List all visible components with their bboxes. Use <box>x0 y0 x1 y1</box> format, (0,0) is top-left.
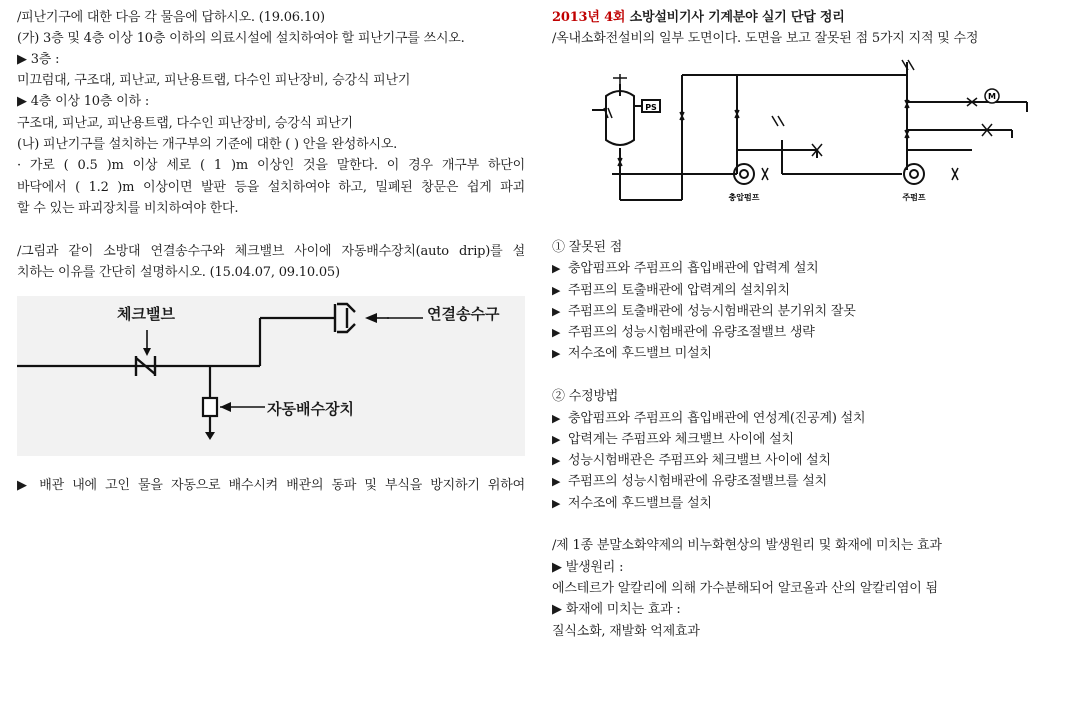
fix-item: ▶ 압력계는 주펌프와 체크밸브 사이에 설치 <box>552 432 794 447</box>
pump-diagram <box>572 50 1052 215</box>
error-item: ▶ 저수조에 후드밸브 미설치 <box>552 346 712 361</box>
question-indoor-hydrant: /옥내소화전설비의 일부 도면이다. 도면을 보고 잘못된 점 5가지 지적 및 수정 <box>552 31 979 46</box>
answer-auto-drip: ▶ 배관 내에 고인 물을 자동으로 배수시켜 배관의 동파 및 부식을 방지하기 위하여 <box>17 478 525 493</box>
section-title-year: 2013년 4회 <box>552 10 626 25</box>
question-part-b: (나) 피난기구를 설치하는 개구부의 기준에 대한 ( ) 안을 완성하시오. <box>17 137 398 152</box>
principle-answer: 에스테르가 알칼리에 의해 가수분해되어 알코올과 산의 알칼리염이 됨 <box>552 581 938 596</box>
section-title <box>552 8 845 28</box>
error-item: ▶ 주펌프의 토출배관에 압력계의 설치위치 <box>552 283 790 298</box>
fix-item: ▶ 충압펌프와 주펌프의 흡입배관에 연성계(진공계) 설치 <box>552 411 866 426</box>
error-item: ▶ 충압펌프와 주펌프의 흡입배관에 압력계 설치 <box>552 261 819 276</box>
answer-3rd-floor: 미끄럼대, 구조대, 피난교, 피난용트랩, 다수인 피난장비, 승강식 피난기 <box>17 73 411 88</box>
fix-header: ② 수정방법 <box>552 389 619 404</box>
answer-4-10-floor: 구조대, 피난교, 피난용트랩, 다수인 피난장비, 승강식 피난기 <box>17 116 353 131</box>
motor-m-label: M <box>988 92 996 101</box>
errors-header: ① 잘못된 점 <box>552 240 623 255</box>
question-saponification: /제 1종 분말소화약제의 비누화현상의 발생원리 및 화재에 미치는 효과 <box>552 538 942 553</box>
effect-label: ▶ 화재에 미치는 효과 : <box>552 602 681 617</box>
question-auto-drip-line1: /그림과 같이 소방대 연결송수구와 체크밸브 사이에 자동배수장치(auto drip)를 설 <box>17 244 525 259</box>
question-auto-drip-line2: 치하는 이유를 간단히 설명하시오. (15.04.07, 09.10.05) <box>17 265 340 280</box>
fix-item: ▶ 성능시험배관은 주펌프와 체크밸브 사이에 설치 <box>552 453 831 468</box>
principle-label: ▶ 발생원리 : <box>552 560 624 575</box>
answer-part-b-line2: 바닥에서 ( 1.2 )m 이상이면 발판 등을 설치하여야 하고, 밀폐된 창문은 쉽게 파괴 <box>17 180 525 195</box>
fix-item: ▶ 저수조에 후드밸브를 설치 <box>552 496 712 511</box>
answer-part-b-line3: 할 수 있는 파괴장치를 비치하여야 한다. <box>17 201 239 216</box>
answer-3rd-floor-label: ▶ 3층 : <box>17 52 60 67</box>
pressure-switch-label: PS <box>645 103 657 112</box>
connection-label: 연결송수구 <box>427 305 500 323</box>
error-item: ▶ 주펌프의 토출배관에 성능시험배관의 분기위치 잘못 <box>552 304 856 319</box>
auto-drip-label: 자동배수장치 <box>267 400 354 418</box>
main-pump-label: 주펌프 <box>902 193 926 202</box>
effect-answer: 질식소화, 재발화 억제효과 <box>552 624 700 639</box>
answer-part-b-line1: · 가로 ( 0.5 )m 이상 세로 ( 1 )m 이상인 것을 말한다. 이 경우 개구부 하단이 <box>17 158 525 173</box>
error-item: ▶ 주펌프의 성능시험배관에 유량조절밸브 생략 <box>552 325 815 340</box>
section-title-text: 소방설비기사 기계분야 실기 단답 정리 <box>629 10 845 25</box>
question-evacuation: /피난기구에 대한 다음 각 물음에 답하시오. (19.06.10) <box>17 10 325 25</box>
fix-item: ▶ 주펌프의 성능시험배관에 유량조절밸브를 설치 <box>552 474 827 489</box>
check-valve-label: 체크밸브 <box>117 305 175 323</box>
question-part-a: (가) 3층 및 4층 이상 10층 이하의 의료시설에 설치하여야 할 피난기구를 쓰시오. <box>17 31 465 46</box>
auto-drip-symbol <box>203 398 217 416</box>
answer-4-10-floor-label: ▶ 4층 이상 10층 이하 : <box>17 94 150 109</box>
booster-pump-label: 충압펌프 <box>728 193 760 202</box>
